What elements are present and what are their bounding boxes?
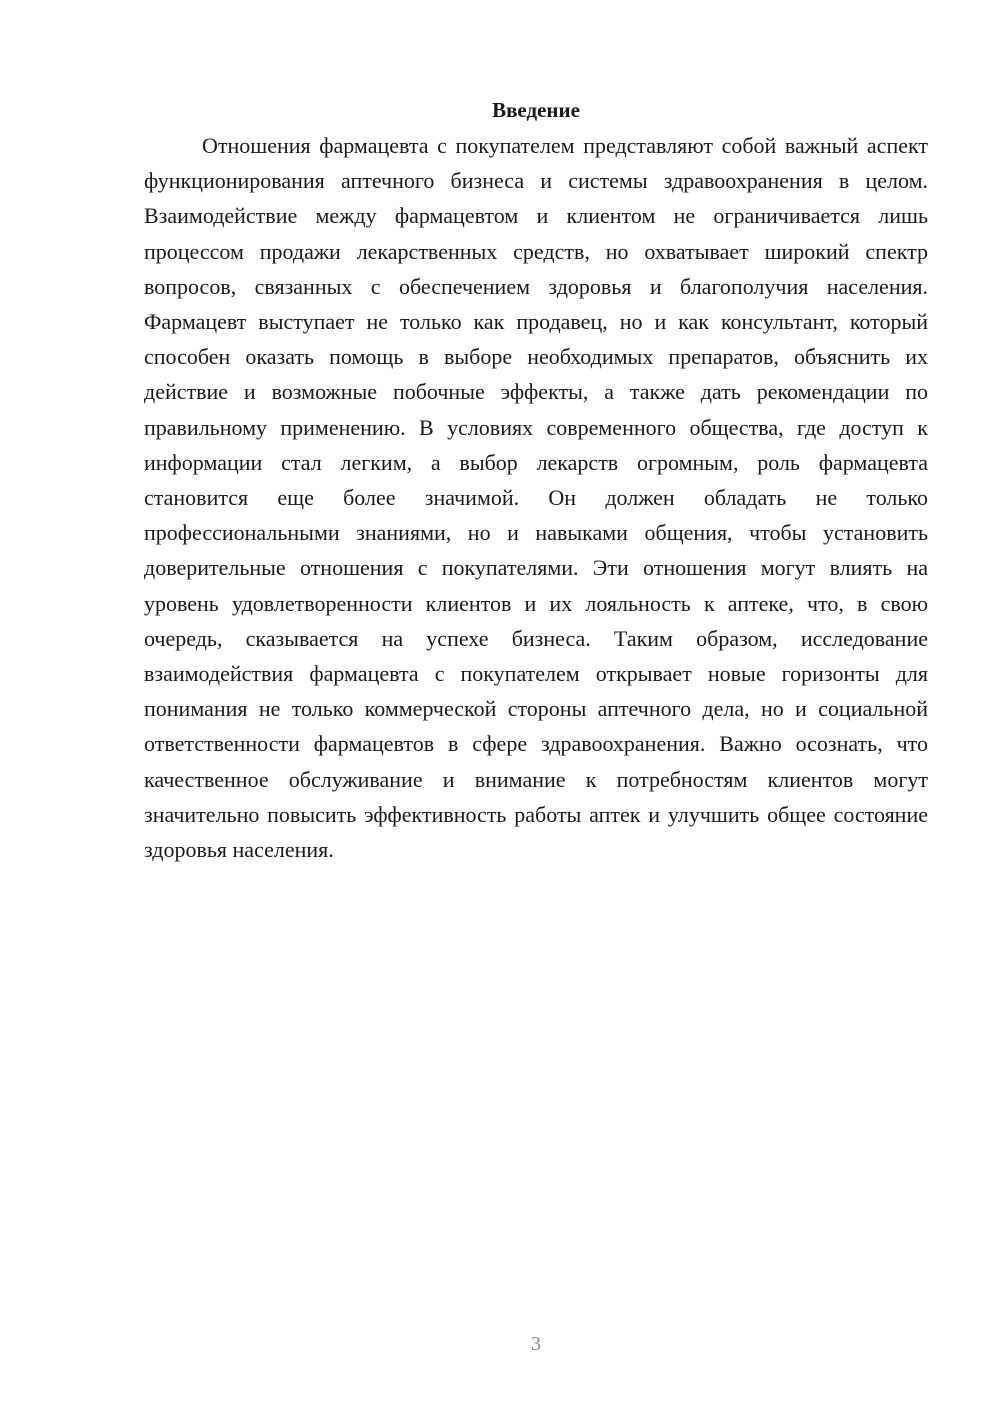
section-heading: Введение	[492, 98, 580, 122]
body-paragraph: Отношения фармацевта с покупателем представляют собой важный аспект функционирования аптечного бизнеса и системы здравоохранения в целом. Взаимодействие между фармацевтом и клиентом не ограничивается лишь процессом продажи лекарственных средств, но охватывает широкий спектр вопросов, связанных с обеспечением здоровья и благополучия населения. Фармацевт выступает не только как продавец, но и как консультант, который способен оказать помощь в выборе необходимых препаратов, объяснить их действие и возможные побочные эффекты, а также дать рекомендации по правильному применению. В условиях современного общества, где доступ к информации стал легким, а выбор лекарств огромным, роль фармацевта становится еще более значимой. Он должен обладать не только профессиональными знаниями, но и навыками общения, чтобы установить доверительные отношения с покупателями. Эти отношения могут влиять на уровень удовлетворенности клиентов и их лояльность к аптеке, что, в свою очередь, сказывается на успехе бизнеса. Таким образом, исследование взаимодействия фармацевта с покупателем открывает новые горизонты для понимания не только коммерческой стороны аптечного дела, но и социальной ответственности фармацевтов в сфере здравоохранения. Важно осознать, что качественное обслуживание и внимание к потребностям клиентов могут значительно повысить эффективность работы аптек и улучшить общее состояние здоровья населения.	[144, 133, 928, 863]
page-content	[144, 92, 928, 867]
page-number: 3	[531, 1333, 541, 1355]
